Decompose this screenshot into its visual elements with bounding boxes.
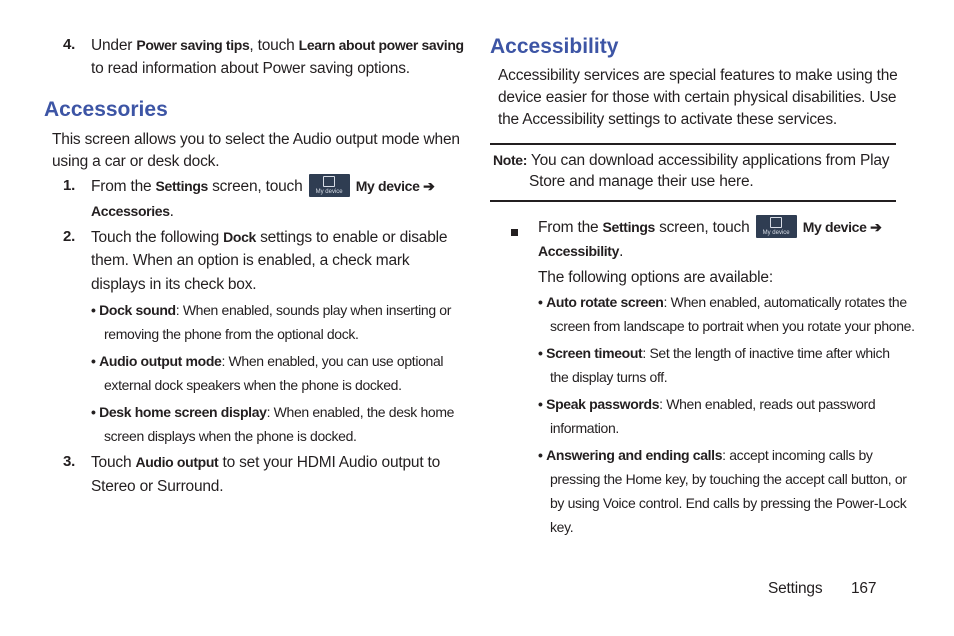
divider — [490, 200, 896, 202]
paragraph: This screen allows you to select the Audio output mode when — [52, 131, 460, 148]
square-bullet — [511, 223, 518, 241]
list-item-continued: the display turns off. — [550, 369, 668, 385]
step-text: Accessibility. — [538, 243, 624, 260]
section-heading: Accessories — [44, 98, 168, 121]
my-device-icon: My device — [756, 215, 797, 238]
list-item-continued: key. — [550, 519, 574, 535]
paragraph: device easier for those with certain physical disabilities. Use — [498, 89, 897, 106]
list-item-continued: screen from landscape to portrait when you rotate your phone. — [550, 318, 915, 334]
list-item-continued: screen displays when the phone is docked. — [104, 428, 357, 444]
note: Note: You can download accessibility applications from Play — [493, 152, 890, 169]
paragraph: using a car or desk dock. — [52, 153, 220, 170]
paragraph: Accessibility services are special features to make using the — [498, 67, 898, 84]
list-item-continued: removing the phone from the optional dock. — [104, 326, 359, 342]
step-number: 4. — [63, 36, 76, 53]
list-item-continued: by using Voice control. End calls by pressing the Power-Lock — [550, 495, 907, 511]
step-text: From the Settings screen, touch My device My device ➔ — [91, 174, 434, 199]
step-text: Under Power saving tips, touch Learn about power saving — [91, 37, 464, 54]
step-number: 2. — [63, 228, 76, 245]
paragraph: The following options are available: — [538, 269, 773, 286]
divider — [490, 143, 896, 145]
list-item-continued: information. — [550, 420, 619, 436]
list-item: • Dock sound: When enabled, sounds play when inserting or — [91, 302, 452, 318]
list-item: • Answering and ending calls: accept incoming calls by — [538, 447, 873, 463]
list-item: • Auto rotate screen: When enabled, automatically rotates the — [538, 294, 907, 310]
section-heading: Accessibility — [490, 35, 619, 58]
list-item: • Desk home screen display: When enabled, the desk home — [91, 404, 455, 420]
step-text: Touch the following Dock settings to enable or disable — [91, 229, 448, 246]
step-text: displays in its check box. — [91, 276, 257, 293]
list-item: • Speak passwords: When enabled, reads out password — [538, 396, 876, 412]
step-number: 3. — [63, 453, 76, 470]
footer-section: Settings — [768, 580, 823, 597]
page-number: 167 — [851, 580, 877, 597]
my-device-icon: My device — [309, 174, 350, 197]
step-text: them. When an option is enabled, a check mark — [91, 252, 410, 269]
step-text: to read information about Power saving options. — [91, 60, 410, 77]
step-text: Accessories. — [91, 203, 174, 220]
step-text: From the Settings screen, touch My device My device ➔ — [538, 215, 881, 240]
step-number: 1. — [63, 177, 76, 194]
step-text: Touch Audio output to set your HDMI Audio output to — [91, 454, 441, 471]
list-item-continued: external dock speakers when the phone is docked. — [104, 377, 402, 393]
list-item-continued: pressing the Home key, by touching the accept call button, or — [550, 471, 907, 487]
list-item: • Audio output mode: When enabled, you can use optional — [91, 353, 444, 369]
paragraph: the Accessibility settings to activate these services. — [498, 111, 837, 128]
note-continued: Store and manage their use here. — [529, 173, 754, 190]
list-item: • Screen timeout: Set the length of inactive time after which — [538, 345, 890, 361]
step-text: Stereo or Surround. — [91, 478, 224, 495]
